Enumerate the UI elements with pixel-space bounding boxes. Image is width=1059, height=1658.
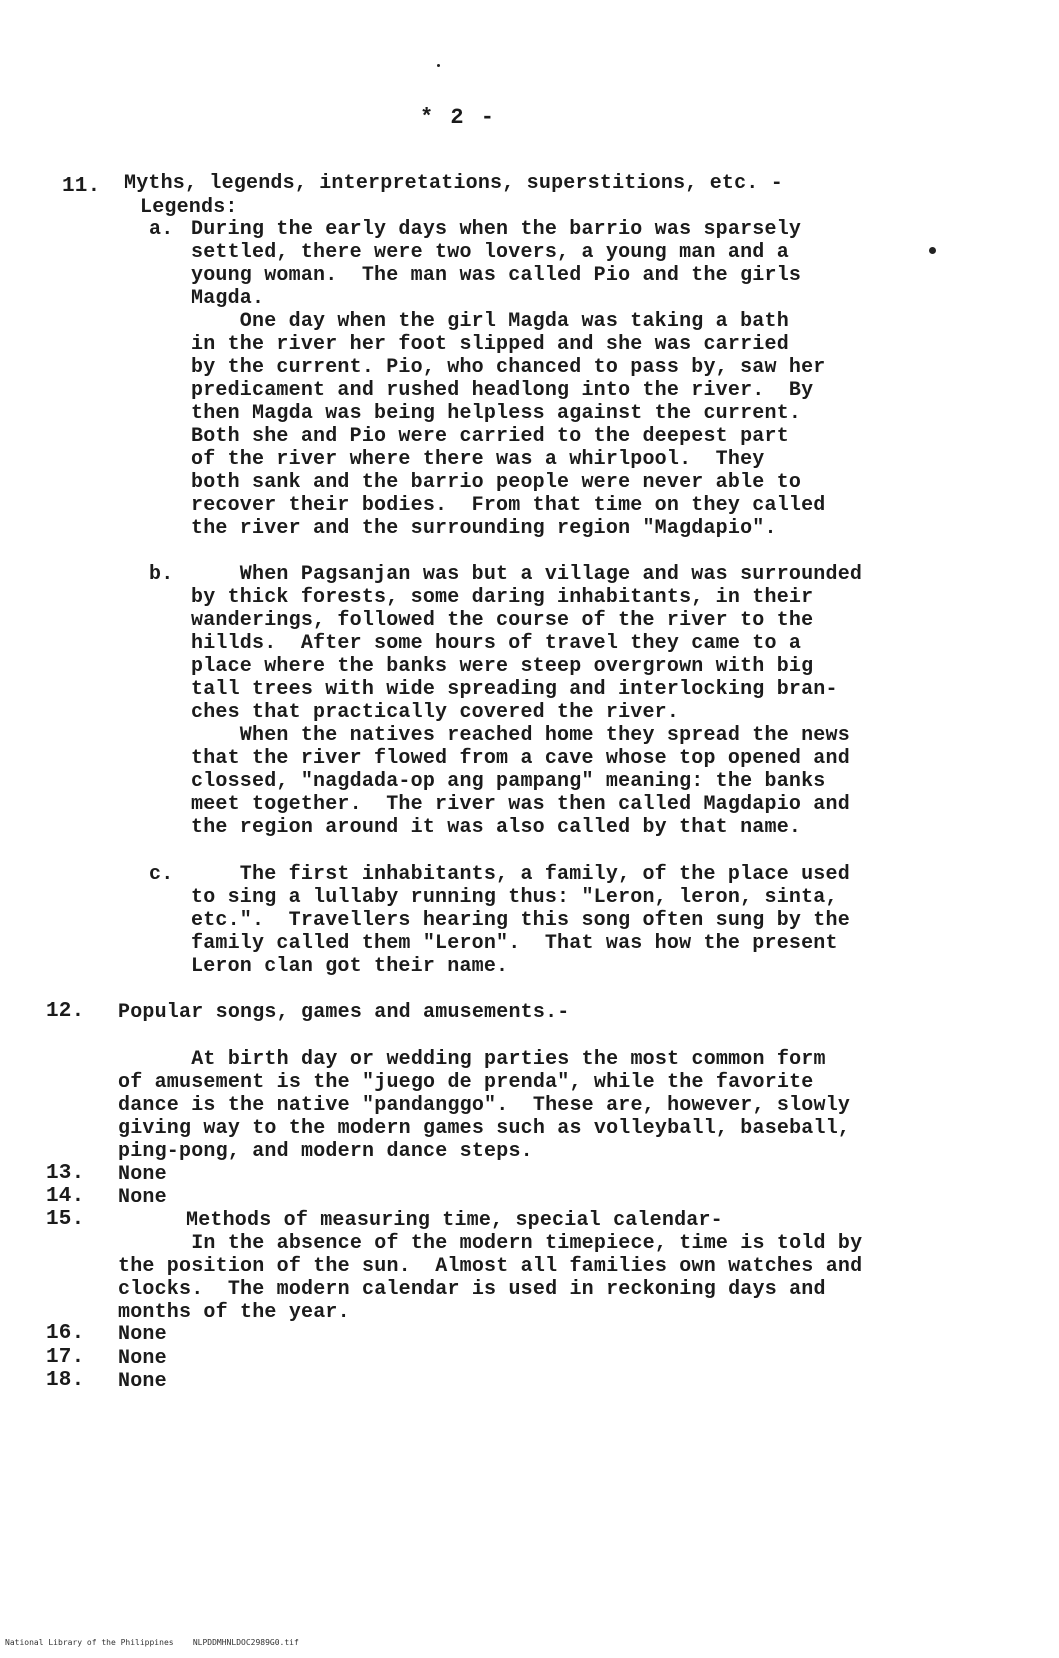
legend-a-line: young woman. The man was called Pio and the girls xyxy=(191,264,802,287)
legend-b-label: b. xyxy=(149,563,174,586)
legend-a-line: by the current. Pio, who chanced to pass by, saw her xyxy=(191,356,826,379)
legend-b-line: meet together. The river was then called Magdapio and xyxy=(191,793,850,816)
legend-c-line: etc.". Travellers hearing this song often sung by the xyxy=(191,909,850,932)
legend-b-line: by thick forests, some daring inhabitants, in their xyxy=(191,586,814,609)
legend-b-line: ches that practically covered the river. xyxy=(191,701,680,724)
legend-a-label: a. xyxy=(149,218,174,241)
legend-a-line: recover their bodies. From that time on they called xyxy=(191,494,826,517)
section-15-line: the position of the sun. Almost all families own watches and xyxy=(118,1255,863,1278)
section-12-line: giving way to the modern games such as volleyball, baseball, xyxy=(118,1117,851,1140)
legend-a-line: During the early days when the barrio was sparsely xyxy=(191,218,802,241)
scan-speck xyxy=(437,64,440,67)
legend-c-line: Leron clan got their name. xyxy=(191,955,509,978)
section-15-line: months of the year. xyxy=(118,1301,350,1324)
legend-a-line: Both she and Pio were carried to the deepest part xyxy=(191,425,789,448)
legend-b-line: clossed, "nagdada-op ang pampang" meaning: the banks xyxy=(191,770,826,793)
section-12-line: of amusement is the "juego de prenda", while the favorite xyxy=(118,1071,814,1094)
legend-a-line: then Magda was being helpless against the current. xyxy=(191,402,802,425)
legend-a-line: the river and the surrounding region "Magdapio". xyxy=(191,517,777,540)
section-11-number: 11. xyxy=(62,175,101,198)
section-18-number: 18. xyxy=(46,1369,85,1392)
scan-footer: National Library of the Philippines NLPDDMHNLDOC2989G0.tif xyxy=(5,1638,299,1647)
legend-a-line: Magda. xyxy=(191,287,265,310)
section-16-number: 16. xyxy=(46,1322,85,1345)
section-17-text: None xyxy=(118,1347,167,1370)
section-12-number: 12. xyxy=(46,1000,85,1023)
section-12-line: dance is the native "pandanggo". These are, however, slowly xyxy=(118,1094,851,1117)
section-13-text: None xyxy=(118,1163,167,1186)
section-12-line: At birth day or wedding parties the most common form xyxy=(118,1048,826,1071)
legend-b-line: tall trees with wide spreading and interlocking bran- xyxy=(191,678,838,701)
legend-c-line: The first inhabitants, a family, of the place used xyxy=(191,863,850,886)
section-18-text: None xyxy=(118,1370,167,1393)
section-17-number: 17. xyxy=(46,1346,85,1369)
legend-b-line: When Pagsanjan was but a village and was surrounded xyxy=(191,563,863,586)
legend-a-line: of the river where there was a whirlpool. They xyxy=(191,448,765,471)
legend-b-line: place where the banks were steep overgrown with big xyxy=(191,655,814,678)
legend-a-line: in the river her foot slipped and she was carried xyxy=(191,333,789,356)
legend-a-line: predicament and rushed headlong into the river. By xyxy=(191,379,814,402)
section-14-text: None xyxy=(118,1186,167,1209)
section-15-line: clocks. The modern calendar is used in reckoning days and xyxy=(118,1278,826,1301)
section-14-number: 14. xyxy=(46,1185,85,1208)
section-15-line: In the absence of the modern timepiece, time is told by xyxy=(118,1232,863,1255)
section-11-title: Myths, legends, interpretations, superstitions, etc. - xyxy=(124,172,783,195)
scan-speck xyxy=(929,247,936,254)
section-13-number: 13. xyxy=(46,1162,85,1185)
legend-b-line: wanderings, followed the course of the river to the xyxy=(191,609,814,632)
section-16-text: None xyxy=(118,1323,167,1346)
legend-c-line: family called them "Leron". That was how the present xyxy=(191,932,838,955)
legend-b-line: that the river flowed from a cave whose top opened and xyxy=(191,747,850,770)
legend-b-line: When the natives reached home they spread the news xyxy=(191,724,850,747)
legend-b-line: the region around it was also called by that name. xyxy=(191,816,802,839)
legend-a-line: One day when the girl Magda was taking a bath xyxy=(191,310,789,333)
section-15-title: Methods of measuring time, special calendar- xyxy=(186,1209,723,1232)
legend-c-line: to sing a lullaby running thus: "Leron, leron, sinta, xyxy=(191,886,838,909)
legend-c-label: c. xyxy=(149,863,174,886)
legend-b-line: hillds. After some hours of travel they came to a xyxy=(191,632,802,655)
legend-a-line: settled, there were two lovers, a young man and a xyxy=(191,241,789,264)
page-number: * 2 - xyxy=(420,105,497,130)
section-11-subtitle: Legends: xyxy=(140,196,238,219)
section-12-line: ping-pong, and modern dance steps. xyxy=(118,1140,533,1163)
legend-a-line: both sank and the barrio people were never able to xyxy=(191,471,802,494)
section-15-number: 15. xyxy=(46,1208,85,1231)
section-12-title: Popular songs, games and amusements.- xyxy=(118,1001,570,1024)
